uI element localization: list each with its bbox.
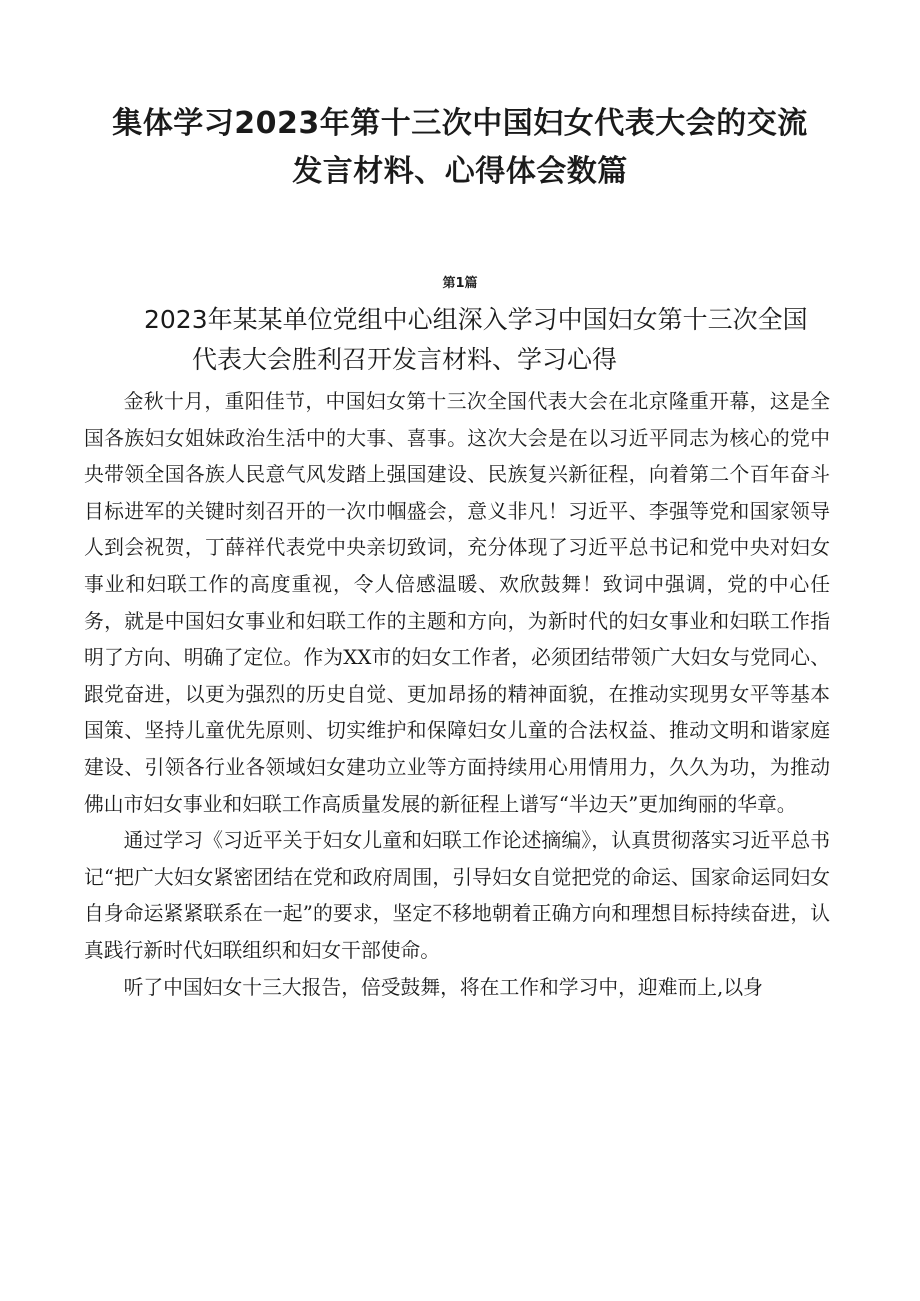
section-label: 第1篇 [442, 276, 478, 291]
body-paragraph: 通过学习《习近平关于妇女儿童和妇联工作论述摘编》，认真贯彻落实习近平总书记“把广大妇女紧密团结在党和政府周围，引导妇女自觉把党的命运、国家命运同妇女自身命运紧紧联系在一起”的要求，坚定不移地朝着正确方向和理想目标持续奋进，认真践行新时代妇联组织和妇女干部使命。 [84, 829, 830, 962]
document-title-line-1: 集体学习2023年第十三次中国妇女代表大会的交流 [112, 106, 808, 141]
article-body [84, 384, 830, 1006]
article-subtitle-line-1: 2023年某某单位党组中心组深入学习中国妇女第十三次全国 [144, 305, 808, 334]
article-subtitle [100, 300, 880, 380]
article-subtitle-line-2: 代表大会胜利召开发言材料、学习心得 [192, 345, 618, 374]
document-title [60, 100, 860, 196]
body-paragraph: 金秋十月，重阳佳节，中国妇女第十三次全国代表大会在北京隆重开幕，这是全国各族妇女姐妹政治生活中的大事、喜事。这次大会是在以习近平同志为核心的党中央带领全国各族人民意气风发踏上强国建设、民族复兴新征程，向着第二个百年奋斗目标进军的关键时刻召开的一次巾帼盛会，意义非凡！习近平、李强等党和国家领导人到会祝贺，丁薛祥代表党中央亲切致词，充分体现了习近平总书记和党中央对妇女事业和妇联工作的高度重视，令人倍感温暖、欢欣鼓舞！致词中强调，党的中心任务，就是中国妇女事业和妇联工作的主题和方向，为新时代的妇女事业和妇联工作指明了方向、明确了定位。作为XX市的妇女工作者，必须团结带领广大妇女与党同心、跟党奋进，以更为强烈的历史自觉、更加昂扬的精神面貌，在推动实现男女平等基本国策、坚持儿童优先原则、切实维护和保障妇女儿童的合法权益、推动文明和谐家庭建设、引领各行业各领域妇女建功立业等方面持续用心用情用力，久久为功，为推动佛山市妇女事业和妇联工作高质量发展的新征程上谱写“半边天”更加绚丽的华章。 [84, 390, 830, 816]
document-title-line-2: 发言材料、心得体会数篇 [292, 154, 628, 189]
body-paragraph: 听了中国妇女十三大报告，倍受鼓舞，将在工作和学习中，迎难而上,以身 [123, 975, 763, 999]
